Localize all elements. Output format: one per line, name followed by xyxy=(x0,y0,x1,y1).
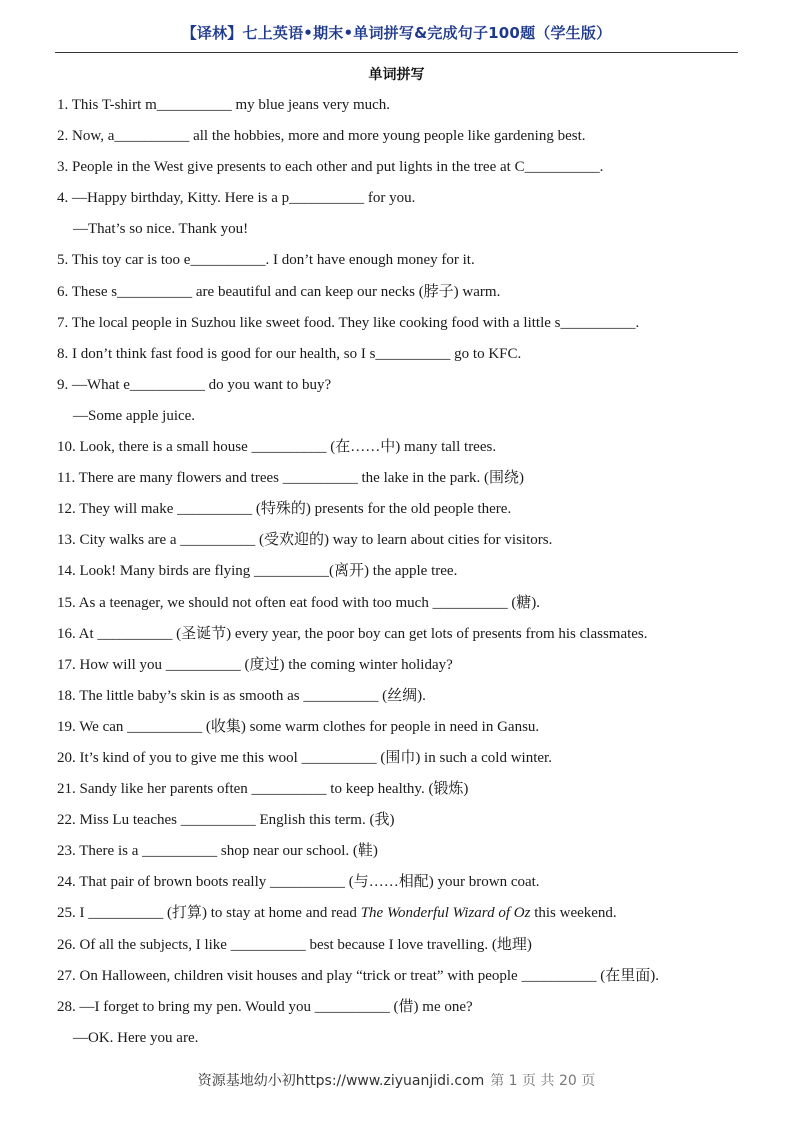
question-25-book-title: The Wonderful Wizard of Oz xyxy=(360,905,531,922)
question-list xyxy=(57,94,747,1058)
question-27: 27. On Halloween, children visit houses and play “trick or treat” with people __________ (在里面). xyxy=(57,967,659,984)
question-10: 10. Look, there is a small house __________ (在……中) many tall trees. xyxy=(57,439,497,456)
footer-page-number: 第 1 页 共 20 页 xyxy=(490,1073,596,1089)
question-3: 3. People in the West give presents to each other and put lights in the tree at C__________. xyxy=(57,159,604,176)
question-11: 11. There are many flowers and trees __________ the lake in the park. (围绕) xyxy=(57,470,524,487)
question-28-reply: —OK. Here you are. xyxy=(73,1029,199,1046)
footer-watermark: 资源基地幼小初https://www.ziyuanjidi.com xyxy=(197,1073,485,1089)
question-23: 23. There is a __________ shop near our school. (鞋) xyxy=(57,843,378,860)
question-25-text-before: 25. I __________ (打算) to stay at home and read xyxy=(57,905,361,922)
header-divider xyxy=(55,52,738,53)
question-18: 18. The little baby’s skin is as smooth as __________ (丝绸). xyxy=(57,687,426,704)
question-4: 4. —Happy birthday, Kitty. Here is a p__________ for you. xyxy=(57,190,416,207)
question-9-reply: —Some apple juice. xyxy=(73,407,196,424)
question-16: 16. At __________ (圣诞节) every year, the poor boy can get lots of presents from his classmates. xyxy=(57,625,648,642)
question-17: 17. How will you __________ (度过) the coming winter holiday? xyxy=(57,656,453,673)
question-28: 28. —I forget to bring my pen. Would you __________ (借) me one? xyxy=(57,998,473,1015)
question-26: 26. Of all the subjects, I like __________ best because I love travelling. (地理) xyxy=(57,936,532,953)
question-1: 1. This T-shirt m__________ my blue jeans very much. xyxy=(57,97,391,113)
question-2: 2. Now, a__________ all the hobbies, more and more young people like gardening best. xyxy=(57,128,586,145)
question-13: 13. City walks are a __________ (受欢迎的) way to learn about cities for visitors. xyxy=(57,532,553,549)
question-8: 8. I don’t think fast food is good for our health, so I s__________ go to KFC. xyxy=(57,345,522,362)
question-7: 7. The local people in Suzhou like sweet food. They like cooking food with a little s__________. xyxy=(57,314,640,331)
question-12: 12. They will make __________ (特殊的) presents for the old people there. xyxy=(57,501,512,518)
page-footer xyxy=(0,1070,793,1090)
question-15: 15. As a teenager, we should not often eat food with too much __________ (糖). xyxy=(57,594,541,611)
question-22: 22. Miss Lu teaches __________ English this term. (我) xyxy=(57,812,395,829)
question-19: 19. We can __________ (收集) some warm clothes for people in need in Gansu. xyxy=(57,718,540,735)
question-4-reply: —That’s so nice. Thank you! xyxy=(73,221,249,238)
section-title: 单词拼写 xyxy=(368,67,425,83)
question-21: 21. Sandy like her parents often __________ to keep healthy. (锻炼) xyxy=(57,781,469,798)
question-9: 9. —What e__________ do you want to buy? xyxy=(57,376,332,393)
question-25-text-after: this weekend. xyxy=(530,905,617,922)
question-14: 14. Look! Many birds are flying __________(离开) the apple tree. xyxy=(57,563,458,580)
question-20: 20. It’s kind of you to give me this wool __________ (围巾) in such a cold winter. xyxy=(57,749,552,766)
question-25 xyxy=(57,902,747,933)
question-6: 6. These s__________ are beautiful and can keep our necks (脖子) warm. xyxy=(57,283,501,300)
document-header-title: 【译林】七上英语•期末•单词拼写&完成句子100题（学生版） xyxy=(181,24,612,42)
question-5: 5. This toy car is too e__________. I don’t have enough money for it. xyxy=(57,252,475,269)
question-24: 24. That pair of brown boots really __________ (与……相配) your brown coat. xyxy=(57,874,540,891)
